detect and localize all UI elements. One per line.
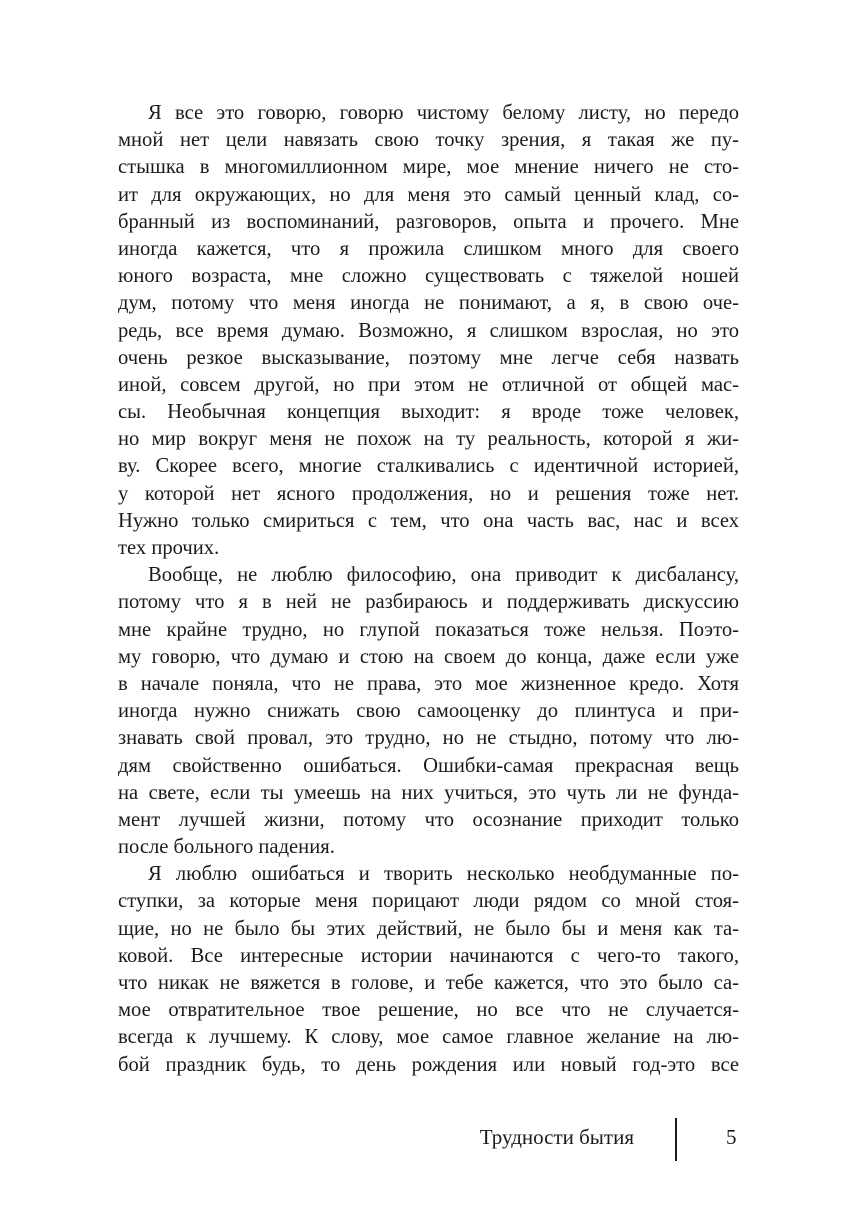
- text-line: у которой нет ясного продолжения, но и решения тоже нет.: [118, 482, 739, 505]
- footer-divider: [675, 1118, 677, 1161]
- text-line: стышка в многомиллионном мире, мое мнение ничего не сто-: [118, 156, 739, 179]
- text-line: очень резкое высказывание, поэтому мне легче себя назвать: [118, 346, 739, 369]
- text-line: иногда нужно снижать свою самооценку до плинтуса и при-: [118, 700, 739, 723]
- text-line: мент лучшей жизни, потому что осознание приходит только: [118, 808, 739, 831]
- text-line: щие, но не было бы этих действий, не было бы и меня как та-: [118, 917, 739, 940]
- text-line: в начале поняла, что не права, это мое жизненное кредо. Хотя: [118, 672, 739, 695]
- page-number: 5: [726, 1125, 737, 1149]
- text-line: ступки, за которые меня порицают люди рядом со мной стоя-: [118, 890, 739, 913]
- text-line: иной, совсем другой, но при этом не отличной от общей мас-: [118, 373, 739, 396]
- text-line: юного возраста, мне сложно существовать с тяжелой ношей: [118, 265, 739, 288]
- text-line: дям свойственно ошибаться. Ошибки-самая прекрасная вещь: [118, 754, 739, 777]
- text-line: ву. Скорее всего, многие сталкивались с идентичной историей,: [118, 455, 739, 478]
- page-body: [118, 100, 739, 1079]
- text-line: всегда к лучшему. К слову, мое самое главное желание на лю-: [118, 1026, 739, 1049]
- text-line: мне крайне трудно, но глупой показаться тоже нельзя. Поэто-: [118, 618, 739, 641]
- text-line: Нужно только смириться с тем, что она часть вас, нас и всех: [118, 509, 739, 532]
- text-line: мной нет цели навязать свою точку зрения, я такая же пу-: [118, 129, 739, 152]
- text-line: мое отвратительное твое решение, но все что не случается-: [118, 999, 739, 1022]
- paragraph: [118, 100, 739, 562]
- text-line: тех прочих.: [118, 537, 220, 559]
- text-line: редь, все время думаю. Возможно, я слишком взрослая, но это: [118, 319, 739, 342]
- text-line: бранный из воспоминаний, разговоров, опыта и прочего. Мне: [118, 210, 739, 233]
- paragraph: [118, 562, 739, 861]
- paragraph: [118, 861, 739, 1079]
- running-title: Трудности бытия: [479, 1125, 634, 1149]
- text-line: му говорю, что думаю и стою на своем до конца, даже если уже: [118, 645, 739, 668]
- text-line: знавать свой провал, это трудно, но не стыдно, потому что лю-: [118, 727, 739, 750]
- text-line: на свете, если ты умеешь на них учиться, это чуть ли не фунда-: [118, 781, 739, 804]
- text-line: Вообще, не люблю философию, она приводит к дисбалансу,: [148, 564, 739, 587]
- text-line: иногда кажется, что я прожила слишком много для своего: [118, 237, 739, 260]
- text-line: потому что я в ней не разбираюсь и поддерживать дискуссию: [118, 591, 739, 614]
- text-line: но мир вокруг меня не похож на ту реальность, которой я жи-: [118, 428, 739, 451]
- text-line: Я люблю ошибаться и творить несколько необдуманные по-: [148, 863, 739, 886]
- text-line: дум, потому что меня иногда не понимают, а я, в свою оче-: [118, 292, 739, 315]
- text-line: бой праздник будь, то день рождения или новый год-это все: [118, 1053, 739, 1076]
- text-line: Я все это говорю, говорю чистому белому листу, но передо: [148, 102, 739, 124]
- text-line: ковой. Все интересные истории начинаются с чего-то такого,: [118, 944, 739, 967]
- text-line: после больного падения.: [118, 836, 335, 859]
- text-line: ит для окружающих, но для меня это самый ценный клад, со-: [118, 183, 739, 206]
- text-line: что никак не вяжется в голове, и тебе кажется, что это было са-: [118, 972, 739, 994]
- text-line: сы. Необычная концепция выходит: я вроде тоже человек,: [118, 401, 739, 424]
